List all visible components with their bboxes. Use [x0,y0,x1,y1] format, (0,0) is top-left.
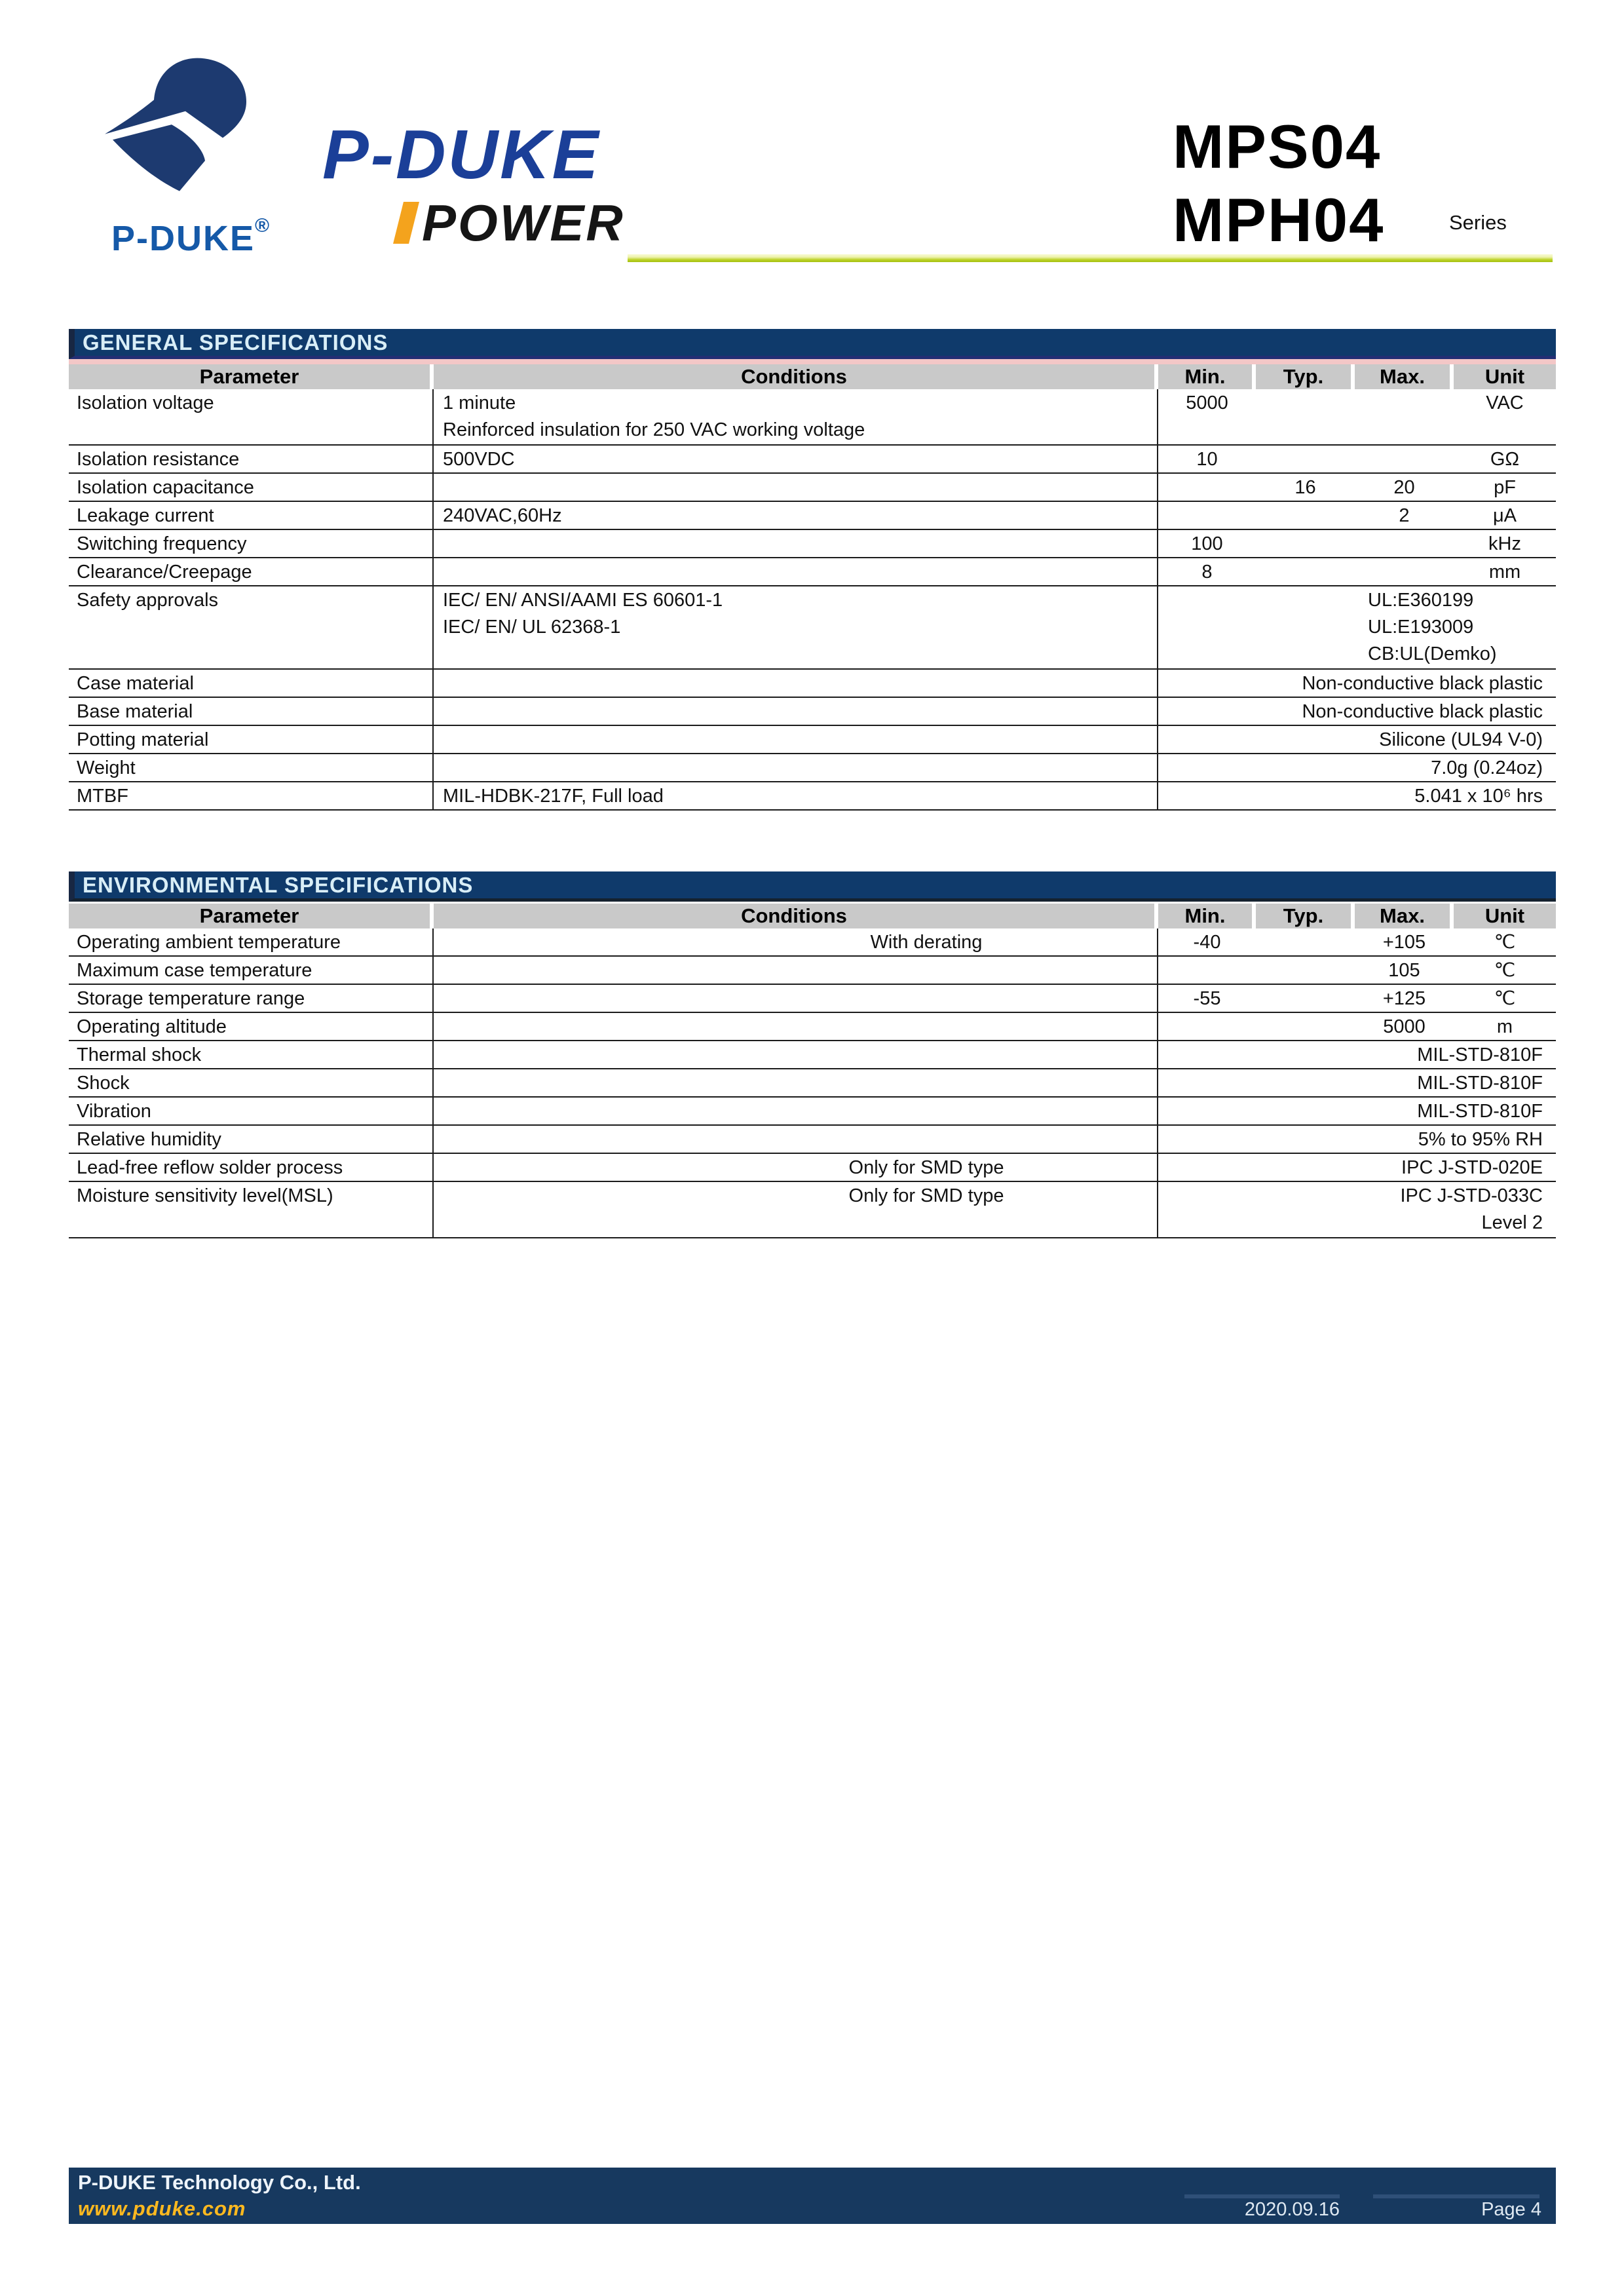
param-cell: Operating altitude [69,1013,434,1040]
param-cell: Safety approvals [69,586,434,668]
param-cell: Moisture sensitivity level(MSL) [69,1182,434,1237]
table-row [69,726,1556,754]
footer-date: 2020.09.16 [1244,2199,1340,2220]
value-line: CB:UL(Demko) [1368,643,1497,664]
max-cell: +125 [1382,988,1426,1009]
typ-cell [1256,558,1355,585]
param-cell: Clearance/Creepage [69,558,434,585]
param-cell: Shock [69,1069,434,1096]
col-header-typ: Typ. [1256,364,1355,389]
value-line: UL:E360199 [1368,590,1474,611]
table-row [69,957,1556,985]
value-cell: 5% to 95% RH [1418,1129,1543,1150]
cond-cell: 240VAC,60Hz [434,502,1158,529]
cond-line: IEC/ EN/ UL 62368-1 [443,617,621,638]
unit-cell: ℃ [1494,932,1516,953]
max-cell: +105 [1382,932,1426,953]
table-row [69,754,1556,782]
table-row [69,389,1556,446]
unit-cell: mm [1488,562,1521,583]
value-cell [1158,1182,1556,1237]
brand-subtitle: POWER [422,194,625,252]
table-row [69,558,1556,586]
param-cell: Switching frequency [69,530,434,557]
cond-cell [434,754,1158,781]
min-cell [1158,474,1256,501]
param-cell: Base material [69,698,434,725]
footer-page-number: Page 4 [1481,2199,1541,2220]
cond-cell [434,389,1158,444]
max-cell: 5000 [1383,1016,1426,1037]
table-row [69,502,1556,530]
table-row [69,1041,1556,1069]
col-header-conditions: Conditions [434,904,1158,928]
unit-cell: m [1496,1016,1513,1037]
model-title-2: MPH04 [1173,185,1385,254]
typ-cell [1256,985,1355,1012]
value-cell: MIL-STD-810F [1417,1073,1543,1094]
param-cell: Potting material [69,726,434,753]
cond-cell: 500VDC [434,446,1158,472]
min-cell: 8 [1201,562,1213,583]
brand-subtitle-row [398,194,625,252]
title-divider [628,254,1553,262]
min-cell [1158,502,1256,529]
cond-cell [434,1013,1158,1040]
col-header-max: Max. [1355,364,1454,389]
table-row [69,1182,1556,1238]
param-cell: Isolation resistance [69,446,434,472]
cond-cell: Only for SMD type [434,1182,1158,1237]
page-footer [69,2168,1556,2224]
series-label: Series [1449,211,1507,234]
unit-cell: pF [1494,477,1516,498]
max-cell: 2 [1399,505,1410,526]
section-title-environmental: ENVIRONMENTAL SPECIFICATIONS [83,872,474,897]
table-row [69,928,1556,957]
value-cell: MIL-STD-810F [1417,1044,1543,1065]
cond-cell [434,586,1158,668]
unit-cell: μA [1492,505,1517,526]
param-cell: Operating ambient temperature [69,928,434,955]
cond-cell [434,1126,1158,1153]
typ-cell [1256,502,1355,529]
value-cell: IPC J-STD-020E [1401,1157,1543,1178]
environmental-column-header-row [69,904,1556,928]
cond-cell: Only for SMD type [434,1154,1158,1181]
col-header-typ: Typ. [1256,904,1355,928]
typ-cell [1256,530,1355,557]
cond-cell [434,698,1158,725]
general-column-header-row [69,364,1556,389]
typ-cell [1256,1013,1355,1040]
table-row [69,670,1556,698]
col-header-parameter: Parameter [69,904,434,928]
param-cell: Vibration [69,1098,434,1124]
min-cell: -55 [1193,988,1221,1009]
param-cell: Relative humidity [69,1126,434,1153]
cond-line: Reinforced insulation for 250 VAC working voltage [443,419,865,440]
col-header-min: Min. [1158,364,1256,389]
min-cell: 10 [1196,449,1218,470]
footer-date-strip [1184,2194,1340,2198]
min-cell [1158,957,1256,984]
table-row [69,1126,1556,1154]
orange-bar-icon [393,202,419,244]
typ-cell [1256,446,1355,472]
logo-wordmark [111,215,271,259]
typ-cell [1256,957,1355,984]
max-cell [1355,389,1454,444]
value-line: IPC J-STD-033C [1400,1185,1543,1206]
unit-cell: kHz [1488,533,1521,554]
general-specs-table [69,329,1556,811]
param-cell: Isolation capacitance [69,474,434,501]
col-header-parameter: Parameter [69,364,434,389]
table-row [69,985,1556,1013]
cond-cell [434,957,1158,984]
param-cell: Weight [69,754,434,781]
pink-divider [69,359,1556,364]
footer-website-link[interactable]: www.pduke.com [78,2197,246,2220]
col-header-conditions: Conditions [434,364,1158,389]
table-row [69,1154,1556,1182]
unit-cell: ℃ [1494,988,1516,1009]
typ-cell [1256,389,1355,444]
max-cell: 20 [1393,477,1415,498]
unit-cell: ℃ [1494,960,1516,981]
min-cell: 100 [1191,533,1223,554]
cond-cell [434,558,1158,585]
cond-cell [434,726,1158,753]
value-line: UL:E193009 [1368,617,1474,638]
section-title-general: GENERAL SPECIFICATIONS [83,330,388,354]
registered-mark-icon: ® [255,215,271,237]
table-row [69,446,1556,474]
cond-cell [434,1098,1158,1124]
max-cell [1355,530,1454,557]
cond-line: 1 minute [443,392,516,413]
pduke-logo-icon [93,31,290,221]
footer-page-strip [1373,2194,1539,2198]
min-cell [1158,1013,1256,1040]
value-line: Level 2 [1481,1212,1543,1233]
table-row [69,586,1556,670]
cond-cell [434,985,1158,1012]
col-header-min: Min. [1158,904,1256,928]
param-cell: MTBF [69,782,434,809]
col-header-unit: Unit [1454,364,1556,389]
param-cell: Lead-free reflow solder process [69,1154,434,1181]
cond-cell [434,530,1158,557]
unit-cell: GΩ [1490,449,1520,470]
cond-line: IEC/ EN/ ANSI/AAMI ES 60601-1 [443,590,723,611]
param-cell: Case material [69,670,434,697]
value-cell: 5.041 x 10⁶ hrs [1414,786,1543,807]
max-cell [1355,446,1454,472]
table-row [69,698,1556,726]
max-cell [1355,558,1454,585]
table-row [69,1069,1556,1098]
typ-cell [1256,928,1355,955]
cond-cell [434,1041,1158,1068]
logo-wordmark-text: P-DUKE [111,219,255,258]
environmental-specs-table [69,871,1556,1238]
value-cell: Silicone (UL94 V-0) [1379,729,1543,750]
param-cell: Maximum case temperature [69,957,434,984]
col-header-unit: Unit [1454,904,1556,928]
model-title-block [1173,110,1384,257]
cond-cell: MIL-HDBK-217F, Full load [434,782,1158,809]
value-cell: 7.0g (0.24oz) [1431,757,1543,778]
cond-cell [434,1069,1158,1096]
value-cell: MIL-STD-810F [1417,1101,1543,1122]
table-row [69,782,1556,811]
table-row [69,530,1556,558]
environmental-specs-section-header [69,871,1556,902]
min-cell: 5000 [1186,392,1228,413]
param-cell: Storage temperature range [69,985,434,1012]
max-cell: 105 [1388,960,1420,981]
general-specs-section-header [69,329,1556,359]
value-cell: Non-conductive black plastic [1302,701,1543,722]
brand-name: P-DUKE [322,116,601,193]
typ-cell: 16 [1294,477,1316,498]
table-row [69,1013,1556,1041]
cond-cell [434,474,1158,501]
param-cell: Leakage current [69,502,434,529]
model-title-1: MPS04 [1173,112,1382,181]
value-cell [1355,586,1556,668]
col-header-max: Max. [1355,904,1454,928]
param-cell: Isolation voltage [69,389,434,444]
table-row [69,474,1556,502]
param-cell: Thermal shock [69,1041,434,1068]
value-cell: Non-conductive black plastic [1302,673,1543,694]
table-row [69,1098,1556,1126]
unit-cell: VAC [1486,392,1524,413]
min-cell: -40 [1193,932,1221,953]
footer-company: P-DUKE Technology Co., Ltd. [78,2171,361,2194]
cond-cell [434,670,1158,697]
cond-cell: With derating [434,928,1158,955]
